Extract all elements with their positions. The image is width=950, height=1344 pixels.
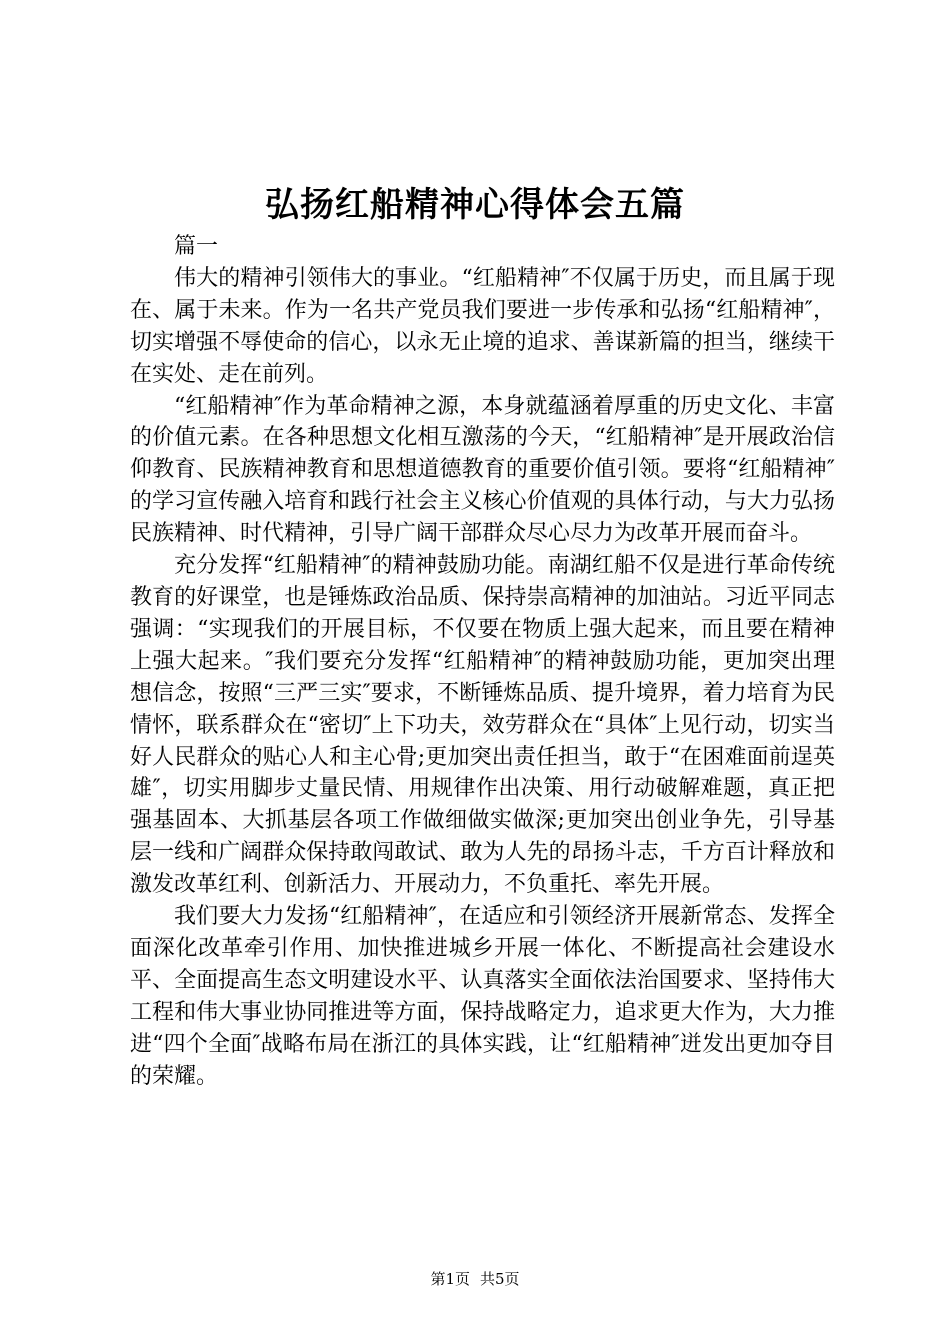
paragraph: 充分发挥“红船精神″的精神鼓励功能。南湖红船不仅是进行革命传统教育的好课堂，也是锤炼政治品质、保持崇高精神的加油站。习近平同志强调：“实现我们的开展目标，不仅要在物质上强大起来，而且要在精神上强大起来。″我们要充分发挥“红船精神″的精神鼓励功能，更加突出理想信念，按照“三严三实″要求，不断锤炼品质、提升境界，着力培育为民情怀，联系群众在“密切″上下功夫，效劳群众在“具体″上见行动，切实当好人民群众的贴心人和主心骨;更加突出责任担当，敢于“在困难面前逞英雄″，切实用脚步丈量民情、用规律作出决策、用行动破解难题，真正把强基固本、大抓基层各项工作做细做实做深;更加突出创业争先，引导基层一线和广阔群众保持敢闯敢试、敢为人先的昂扬斗志，千方百计释放和激发改革红利、创新活力、开展动力，不负重托、率先开展。 (130, 553, 835, 898)
page-footer (0, 1268, 950, 1289)
page-number-current: 第1页 (430, 1270, 470, 1288)
page-number-total: 共5页 (480, 1270, 520, 1288)
document-title: 弘扬红船精神心得体会五篇 (265, 185, 685, 225)
paragraph: “红船精神″作为革命精神之源，本身就蕴涵着厚重的历史文化、丰富的价值元素。在各种思想文化相互激荡的今天，“红船精神″是开展政治信仰教育、民族精神教育和思想道德教育的重要价值引领。要将“红船精神″的学习宣传融入培育和践行社会主义核心价值观的具体行动，与大力弘扬民族精神、时代精神，引导广阔干部群众尽心尽力为改革开展而奋斗。 (130, 393, 835, 547)
document-body (130, 231, 835, 1092)
section-label: 篇一 (174, 234, 219, 259)
paragraph: 伟大的精神引领伟大的事业。“红船精神″不仅属于历史，而且属于现在、属于未来。作为一名共产党员我们要进一步传承和弘扬“红船精神″，切实增强不辱使命的信心，以永无止境的追求、善谋新篇的担当，继续干在实处、走在前列。 (130, 265, 835, 387)
paragraph: 我们要大力发扬“红船精神″，在适应和引领经济开展新常态、发挥全面深化改革牵引作用、加快推进城乡开展一体化、不断提高社会建设水平、全面提高生态文明建设水平、认真落实全面依法治国要求、坚持伟大工程和伟大事业协同推进等方面，保持战略定力，追求更大作为，大力推进“四个全面″战略布局在浙江的具体实践，让“红船精神″迸发出更加夺目的荣耀。 (130, 904, 835, 1089)
